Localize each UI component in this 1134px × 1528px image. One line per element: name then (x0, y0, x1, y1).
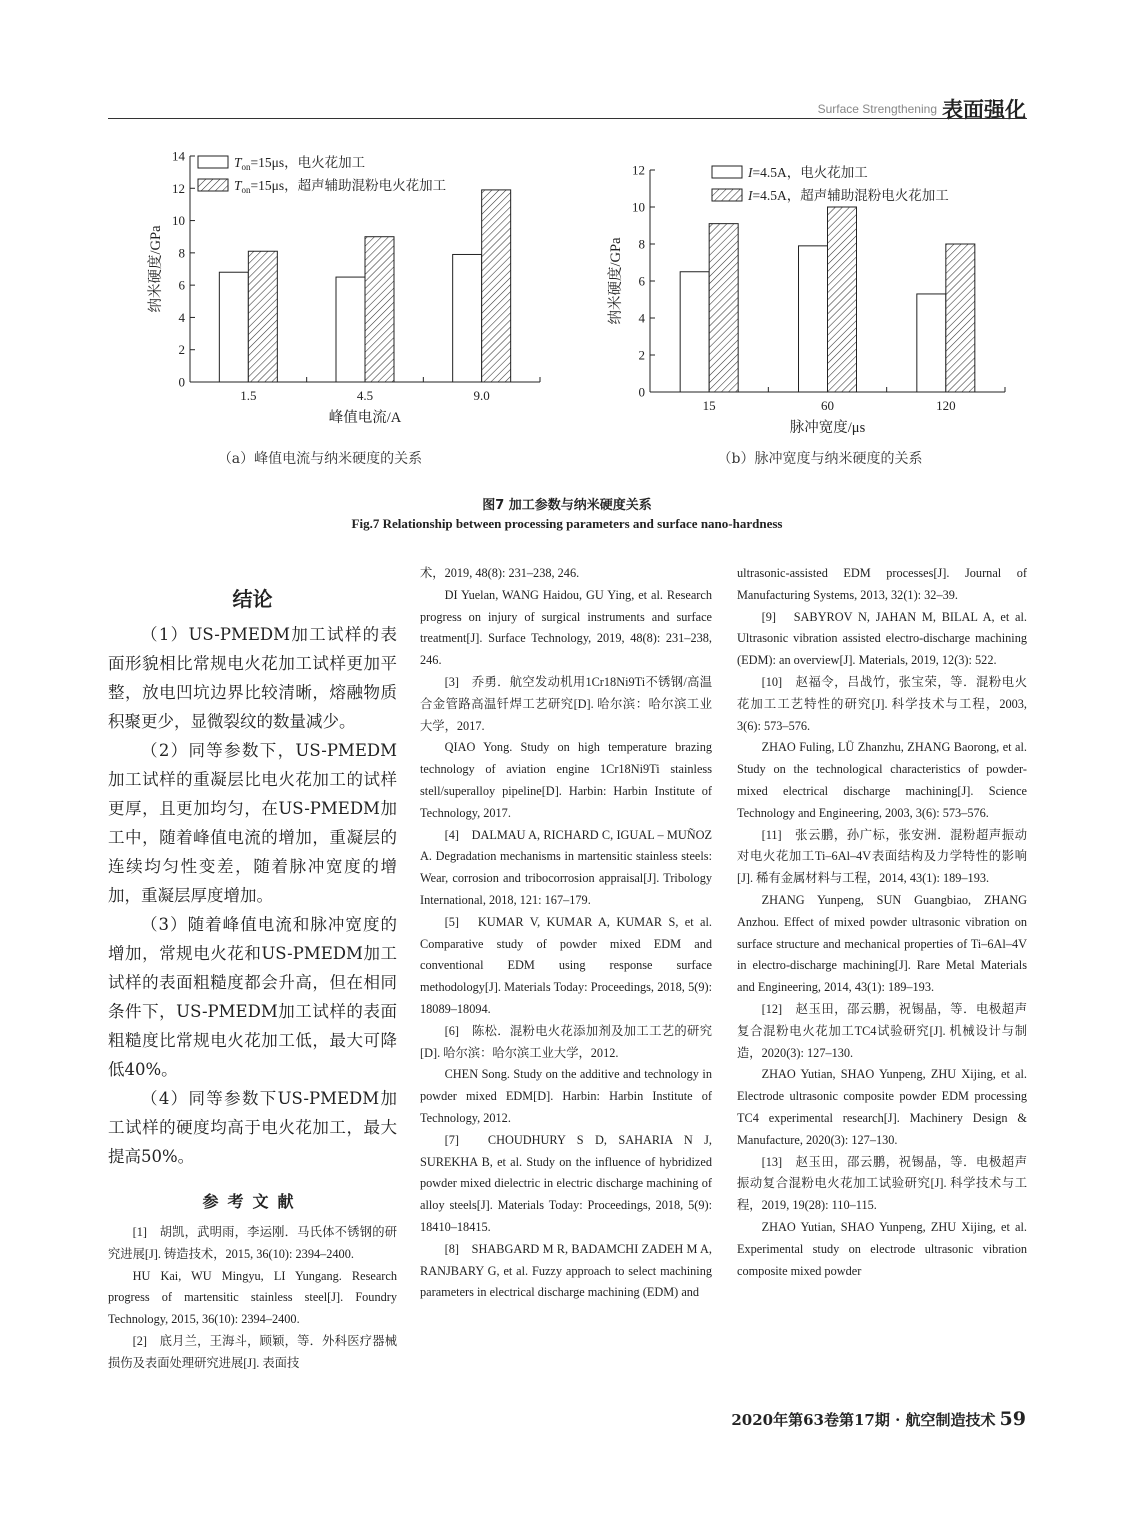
bar-edm (453, 254, 482, 382)
page-number: 59 (999, 1408, 1026, 1430)
reference-entry: ZHANG Yunpeng, SUN Guangbiao, ZHANG Anzhou. Effect of mixed powder ultrasonic vibration on surface structure and mechanical properties of Ti–6Al–4V in electro-discharge machining[J]. Rare Metal Materials and Engineering, 2014, 43(1): 189–193. (737, 892, 1027, 995)
reference-entry: HU Kai, WU Mingyu, LI Yungang. Research progress of martensitic stainless steel[J]. Foundry Technology, 2015, 36(10): 2394–2400. (108, 1268, 397, 1327)
column-3 (737, 563, 1027, 1282)
reference-entry: [10] 赵福令，吕战竹，张宝荣，等．混粉电火花加工工艺特性的研究[J]. 科学技术与工程，2003, 3(6): 573–576. (737, 674, 1027, 733)
y-tick-label: 0 (638, 384, 645, 400)
y-tick-label: 14 (172, 148, 185, 164)
chart-b-caption: （b）脉冲宽度与纳米硬度的关系 (717, 451, 923, 467)
y-tick-label: 12 (632, 162, 645, 178)
reference-continuation: ultrasonic-assisted EDM processes[J]. Journal of Manufacturing Systems, 2013, 32(1): 32–39. (737, 566, 1027, 602)
chart-b (606, 163, 1005, 437)
x-tick-label: 9.0 (473, 388, 490, 403)
references-col2 (420, 585, 712, 1304)
footer-journal: 2020年第63卷第17期 · 航空制造技术 (731, 1411, 996, 1429)
y-tick-label: 12 (172, 180, 185, 196)
y-tick-label: 0 (178, 374, 185, 390)
y-tick-label: 6 (178, 277, 185, 293)
reference-entry: [13] 赵玉田，邵云鹏，祝锡晶，等．电极超声振动复合混粉电火花加工试验研究[J]. 科学技术与工程，2019, 19(28): 110–115. (737, 1154, 1027, 1213)
column-1 (108, 563, 397, 1375)
y-axis-label: 纳米硬度/GPa (148, 225, 164, 313)
bar-edm (917, 294, 946, 392)
figure-7-charts (0, 130, 1134, 475)
y-tick-label: 8 (178, 245, 185, 261)
header-rule (108, 118, 1027, 119)
y-tick-label: 2 (178, 342, 185, 358)
references-col3 (737, 607, 1027, 1283)
y-tick-label: 8 (638, 236, 645, 252)
legend-swatch (712, 166, 742, 178)
x-tick-label: 15 (702, 398, 716, 413)
y-tick-label: 10 (172, 213, 185, 229)
reference-entry: QIAO Yong. Study on high temperature brazing technology of aviation engine 1Cr18Ni9Ti stainless stell/superalloy pipeline[D]. Harbin: Harbin Institute of Technology, 2017. (420, 740, 712, 820)
reference-entry: [11] 张云鹏，孙广标，张安洲．混粉超声振动对电火花加工Ti–6Al–4V表面结构及力学特性的影响[J]. 稀有金属材料与工程，2014, 43(1): 189–193. (737, 827, 1027, 886)
reference-continuation: 术，2019, 48(8): 231–238, 246. (420, 566, 580, 580)
running-header-en: Surface Strengthening (817, 102, 937, 116)
reference-entry: ZHAO Yutian, SHAO Yunpeng, ZHU Xijing, et al. Experimental study on electrode ultrasonic vibration composite mixed powder (737, 1219, 1027, 1278)
conclusion-paragraph: （4）同等参数下US-PMEDM加工试样的硬度均高于电火花加工，最大提高50%。 (108, 1089, 397, 1166)
bar-us-pmedm (946, 244, 975, 392)
conclusion-paragraph: （2）同等参数下，US-PMEDM加工试样的重凝层比电火花加工的试样更厚，且更加均匀，在US-PMEDM加工中，随着峰值电流的增加，重凝层的连续均匀性变差，随着脉冲宽度的增加，重凝层厚度增加。 (108, 741, 397, 905)
y-tick-label: 2 (638, 347, 645, 363)
bar-edm (219, 272, 248, 382)
figure-title-cn: 图7 加工参数与纳米硬度关系 (482, 498, 652, 513)
conclusion-paragraph: （3）随着峰值电流和脉冲宽度的增加，常规电火花和US-PMEDM加工试样的表面粗糙度都会升高，但在相同条件下，US-PMEDM加工试样的表面粗糙度比常规电火花加工低，最大可降低40%。 (108, 915, 397, 1079)
legend-swatch (198, 156, 228, 168)
bar-us-pmedm (248, 251, 277, 382)
page-footer (731, 1408, 1026, 1430)
x-tick-label: 1.5 (240, 388, 257, 403)
legend-label: I=4.5A，电火花加工 (748, 165, 868, 180)
y-tick-label: 4 (638, 310, 645, 326)
conclusion-heading: 结论 (232, 587, 273, 611)
reference-entry: [7] CHOUDHURY S D, SAHARIA N J, SUREKHA B, et al. Study on the influence of hybridized powder mixed dielectric in electric discharge machining of alloy steels[J]. Materials Today: Proceedings, 2018, 5(9): 18410–18415. (420, 1132, 712, 1234)
chart-a-caption: （a）峰值电流与纳米硬度的关系 (217, 451, 423, 467)
y-tick-label: 4 (178, 309, 185, 325)
bar-us-pmedm (365, 237, 394, 382)
reference-entry: [9] SABYROV N, JAHAN M, BILAL A, et al. Ultrasonic vibration assisted electro-discharge machining (EDM): an overview[J]. Materials, 2019, 12(3): 522. (737, 609, 1027, 668)
bar-edm (680, 272, 709, 392)
reference-entry: [12] 赵玉田，邵云鹏，祝锡晶，等．电极超声复合混粉电火花加工TC4试验研究[J]. 机械设计与制造，2020(3): 127–130. (737, 1001, 1027, 1060)
x-tick-label: 60 (821, 398, 834, 413)
references-col1 (108, 1222, 397, 1375)
chart-a (146, 149, 540, 427)
column-2 (420, 563, 712, 1304)
bar-us-pmedm (709, 224, 738, 392)
legend-label: I=4.5A，超声辅助混粉电火花加工 (748, 188, 949, 203)
reference-entry: DI Yuelan, WANG Haidou, GU Ying, et al. Research progress on injury of surgical instruments and surface treatment[J]. Surface Technology, 2019, 48(8): 231–238, 246. (420, 587, 712, 668)
figure-title-en: Fig.7 Relationship between processing parameters and surface nano-hardness (351, 516, 783, 531)
reference-entry: [5] KUMAR V, KUMAR A, KUMAR S, et al. Comparative study of powder mixed EDM and conventional EDM using response surface methodology[J]. Materials Today: Proceedings, 2018, 5(9): 18089–18094. (420, 914, 712, 1016)
bar-edm (336, 277, 365, 382)
reference-entry: CHEN Song. Study on the additive and technology in powder mixed EDM[D]. Harbin: Harbin Institute of Technology, 2012. (420, 1067, 712, 1125)
x-tick-label: 120 (936, 398, 956, 413)
x-axis-label: 峰值电流/A (328, 410, 402, 426)
reference-entry: [1] 胡凯，武明雨，李运刚．马氏体不锈钢的研究进展[J]. 铸造技术，2015, 36(10): 2394–2400. (108, 1225, 397, 1261)
reference-entry: ZHAO Fuling, LÜ Zhanzhu, ZHANG Baorong, et al. Study on the technological characteristics of powder-mixed electrical discharge machining[J]. Science Technology and Engineering, 2003, 3(6): 573–576. (737, 740, 1027, 820)
references-heading: 参考文献 (202, 1192, 303, 1211)
reference-entry: [2] 底月兰，王海斗，顾颖，等．外科医疗器械损伤及表面处理研究进展[J]. 表面技 (108, 1333, 397, 1370)
reference-entry: [6] 陈松．混粉电火花添加剂及加工工艺的研究[D]. 哈尔滨：哈尔滨工业大学，2012. (420, 1023, 712, 1060)
y-axis-label: 纳米硬度/GPa (608, 237, 624, 325)
bar-edm (799, 246, 828, 392)
x-axis-label: 脉冲宽度/μs (789, 420, 866, 436)
legend-label: $T_{on}=15\mu s$，电火花加工 (234, 155, 366, 172)
x-tick-label: 4.5 (356, 388, 374, 403)
bar-us-pmedm (482, 190, 511, 382)
conclusion-paragraph: （1）US-PMEDM加工试样的表面形貌相比常规电火花加工试样更加平整，放电凹坑边界比较清晰，熔融物质积聚更少，显微裂纹的数量减少。 (108, 625, 397, 731)
y-tick-label: 6 (638, 273, 645, 289)
legend-swatch (712, 189, 742, 201)
y-tick-label: 10 (632, 199, 645, 215)
legend-label: $T_{on}=15\mu s$，超声辅助混粉电火花加工 (234, 178, 447, 195)
reference-entry: [3] 乔勇．航空发动机用1Cr18Ni9Ti不锈钢/高温合金管路高温钎焊工艺研究[D]. 哈尔滨：哈尔滨工业大学，2017. (420, 674, 712, 733)
reference-entry: ZHAO Yutian, SHAO Yunpeng, ZHU Xijing, et al. Electrode ultrasonic composite powder EDM processing TC4 experimental research[J]. Machinery Design & Manufacture, 2020(3): 127–130. (737, 1067, 1027, 1147)
running-header-cn: 表面强化 (942, 97, 1026, 122)
reference-entry: [4] DALMAU A, RICHARD C, IGUAL – MUÑOZ A. Degradation mechanisms in martensitic stainless steels: Wear, corrosion and tribocorrosion appraisal[J]. Tribology International, 2018, 121: 167–179. (420, 827, 712, 907)
legend-swatch (198, 179, 228, 191)
reference-entry: [8] SHABGARD M R, BADAMCHI ZADEH M A, RANJBARY G, et al. Fuzzy approach to select machining parameters in electrical discharge machining (EDM) and (420, 1241, 712, 1300)
bar-us-pmedm (828, 207, 857, 392)
